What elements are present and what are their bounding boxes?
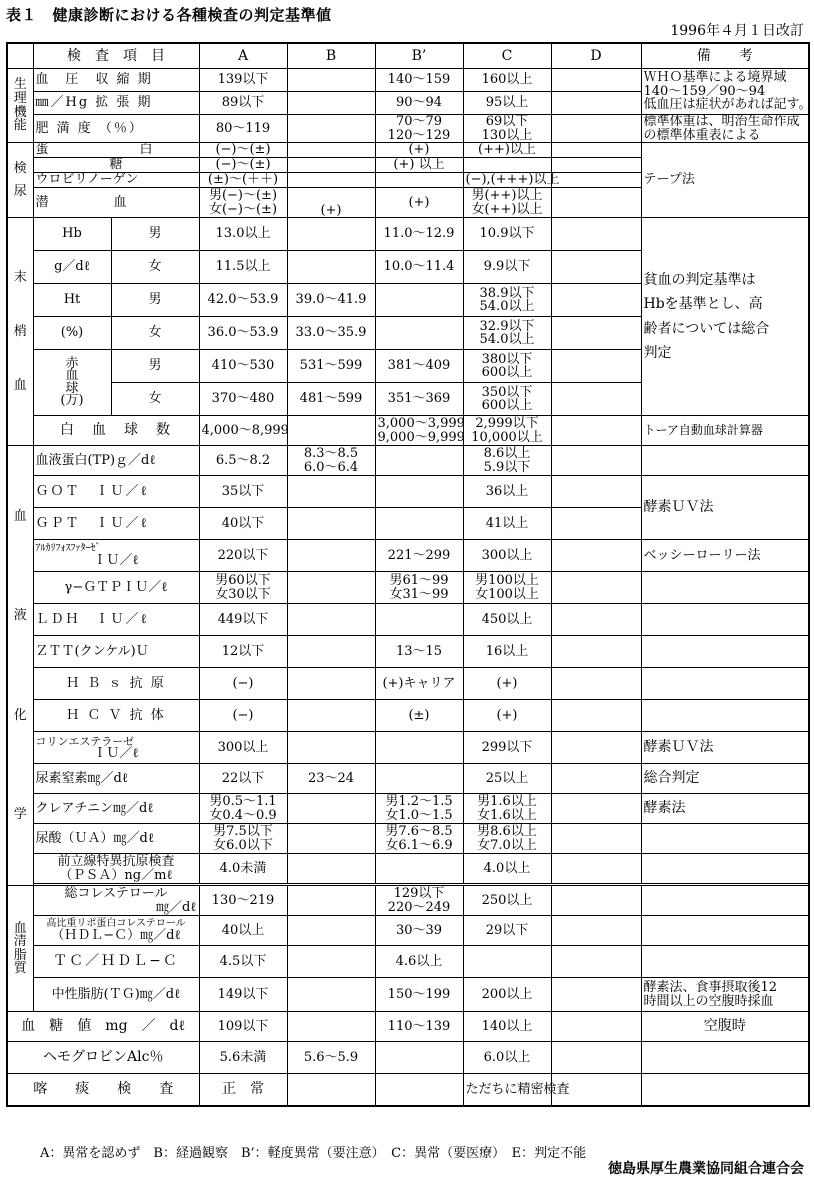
cell: 女 bbox=[111, 383, 199, 416]
table-row bbox=[7, 916, 809, 946]
cell: 男1.6以上 女1.6以上 bbox=[463, 794, 551, 824]
cell: 149以下 bbox=[199, 978, 287, 1012]
label-ztt: ＺＴＴ(クンケル)Ｕ bbox=[33, 636, 199, 668]
cell bbox=[375, 764, 463, 794]
cell: 351～369 bbox=[375, 383, 463, 416]
cell: 男1.2～1.5 女1.0～1.5 bbox=[375, 794, 463, 824]
cell: 481～599 bbox=[287, 383, 375, 416]
cell bbox=[551, 350, 641, 383]
label-alp: ｱﾙｶﾘﾌｫｽﾌｧﾀｰｾﾞ ＩＵ／ℓ bbox=[33, 540, 199, 572]
label-got: ＧＯＴ ＩＵ／ℓ bbox=[33, 476, 199, 508]
cell bbox=[641, 1042, 809, 1074]
label-ldh: ＬＤＨ ＩＵ／ℓ bbox=[33, 604, 199, 636]
section-urine: 検 尿 bbox=[7, 143, 33, 218]
cell bbox=[287, 732, 375, 764]
cell: 4.0未満 bbox=[199, 854, 287, 884]
cell bbox=[551, 636, 641, 668]
cell: ただちに精密検査 bbox=[463, 1074, 551, 1106]
table-row bbox=[7, 1012, 809, 1042]
label-total-cholesterol: 総コレステロール ㎎／dℓ bbox=[33, 886, 199, 916]
cell bbox=[641, 1074, 809, 1106]
note-bessey-lowry: ベッシーローリー法 bbox=[641, 540, 809, 572]
cell bbox=[551, 668, 641, 700]
cell: (+) bbox=[287, 188, 375, 218]
label-ggt: γ−ＧＴＰＩＵ／ℓ bbox=[33, 572, 199, 604]
cell: 3,000～3,999 9,000～9,999 bbox=[375, 416, 463, 446]
label-sputum: 喀 痰 検 査 bbox=[7, 1074, 199, 1106]
header-c: C bbox=[463, 43, 551, 69]
cell: 22以下 bbox=[199, 764, 287, 794]
cell bbox=[641, 668, 809, 700]
cell: (−)～(±) bbox=[199, 143, 287, 158]
cell: 13.0以上 bbox=[199, 218, 287, 251]
cell bbox=[287, 115, 375, 143]
cell: 30～39 bbox=[375, 916, 463, 946]
cell: (−) bbox=[199, 668, 287, 700]
cell: 8.6以上 5.9以下 bbox=[463, 446, 551, 476]
label-ht-unit: (%) bbox=[33, 317, 111, 350]
cell bbox=[287, 1012, 375, 1042]
section-blood-chemistry: 血 液 化 学 bbox=[7, 446, 33, 886]
cell bbox=[551, 416, 641, 446]
cell bbox=[287, 476, 375, 508]
cell: 299以下 bbox=[463, 732, 551, 764]
table-row bbox=[7, 700, 809, 732]
cell: 10.9以下 bbox=[463, 218, 551, 251]
cell bbox=[551, 218, 641, 251]
table-row bbox=[7, 854, 809, 884]
label-uric-acid: 尿酸（ＵＡ）㎎／dℓ bbox=[33, 824, 199, 854]
cell: 男60以下 女30以下 bbox=[199, 572, 287, 604]
cell: 90～94 bbox=[375, 92, 463, 115]
cell: 140～159 bbox=[375, 69, 463, 92]
label-psa: 前立線特異抗原検査 （ＰＳＡ）ng／mℓ bbox=[33, 854, 199, 884]
cell: 32.9以下 54.0以上 bbox=[463, 317, 551, 350]
cell: 36.0～53.9 bbox=[199, 317, 287, 350]
note-obesity: 標準体重は、明治生命作成 の標準体重表による bbox=[641, 115, 809, 143]
cell bbox=[375, 1042, 463, 1074]
cell bbox=[375, 604, 463, 636]
cell bbox=[641, 824, 809, 854]
cell: 男0.5～1.1 女0.4～0.9 bbox=[199, 794, 287, 824]
label-obesity: 肥 満 度 （％） bbox=[33, 115, 199, 143]
cell bbox=[551, 446, 641, 476]
cell bbox=[551, 251, 641, 284]
cell: 4,000～8,999 bbox=[199, 416, 287, 446]
label-tg: 中性脂肪(ＴＧ)㎎／dℓ bbox=[33, 978, 199, 1012]
label-hb-unit: Hb bbox=[33, 218, 111, 251]
cell bbox=[551, 604, 641, 636]
cell: 140以上 bbox=[463, 1012, 551, 1042]
cell: 449以下 bbox=[199, 604, 287, 636]
cell: 5.6～5.9 bbox=[287, 1042, 375, 1074]
cell bbox=[287, 158, 375, 173]
table-row bbox=[7, 668, 809, 700]
cell bbox=[287, 173, 375, 188]
cell: 410～530 bbox=[199, 350, 287, 383]
cell: 220以下 bbox=[199, 540, 287, 572]
cell: 450以上 bbox=[463, 604, 551, 636]
cell bbox=[287, 978, 375, 1012]
section-peripheral-blood: 末 梢 血 bbox=[7, 218, 33, 446]
cell bbox=[375, 284, 463, 317]
cell bbox=[287, 508, 375, 540]
table-row bbox=[7, 416, 809, 446]
cell bbox=[551, 1012, 641, 1042]
section-physiology: 生 理 機 能 bbox=[7, 69, 33, 143]
cell bbox=[287, 794, 375, 824]
cell bbox=[375, 508, 463, 540]
cell bbox=[551, 916, 641, 946]
header-d: D bbox=[551, 43, 641, 69]
cell bbox=[551, 173, 641, 188]
cell bbox=[551, 572, 641, 604]
cell bbox=[287, 416, 375, 446]
cell: 70～79 120～129 bbox=[375, 115, 463, 143]
cell: 男 bbox=[111, 218, 199, 251]
label-ht: Ht bbox=[33, 284, 111, 317]
cell bbox=[551, 1042, 641, 1074]
cell: 9.9以下 bbox=[463, 251, 551, 284]
cell bbox=[551, 946, 641, 978]
table-body bbox=[7, 43, 812, 1106]
header-item: 検 査 項 目 bbox=[33, 43, 199, 69]
cell bbox=[375, 446, 463, 476]
cell: 男100以上 女100以上 bbox=[463, 572, 551, 604]
cell: 80～119 bbox=[199, 115, 287, 143]
header-note: 備 考 bbox=[641, 43, 809, 69]
cell: 男(−)～(±) 女(−)～(±) bbox=[199, 188, 287, 218]
cell: 5.6未満 bbox=[199, 1042, 287, 1074]
cell: 129以下 220～249 bbox=[375, 886, 463, 916]
cell: 42.0～53.9 bbox=[199, 284, 287, 317]
cell: 380以下 600以上 bbox=[463, 350, 551, 383]
cell bbox=[551, 540, 641, 572]
cell bbox=[551, 978, 641, 1012]
label-hcv: Ｈ Ｃ Ｖ 抗 体 bbox=[33, 700, 199, 732]
cell bbox=[551, 886, 641, 916]
cell bbox=[375, 476, 463, 508]
cell: 110～139 bbox=[375, 1012, 463, 1042]
cell: 150～199 bbox=[375, 978, 463, 1012]
table-row bbox=[7, 764, 809, 794]
note-anemia: 貧血の判定基準は Hbを基準とし、高 齢者については総合 判定 bbox=[641, 218, 809, 416]
cell: 男61～99 女31～99 bbox=[375, 572, 463, 604]
cell: 12以下 bbox=[199, 636, 287, 668]
legend: A：異常を認めず B：経過観察 B’：軽度異常（要注意） C：異常（要医療） E：判定不能 bbox=[40, 1146, 587, 1161]
cell bbox=[551, 115, 641, 143]
table-row bbox=[7, 218, 809, 251]
label-wbc: 白 血 球 数 bbox=[33, 416, 199, 446]
label-rbc: 赤 血 球 (万) bbox=[33, 350, 111, 416]
cell bbox=[551, 284, 641, 317]
cell: 男8.6以上 女7.0以上 bbox=[463, 824, 551, 854]
table-title: 表１ 健康診断における各種検査の判定基準値 bbox=[6, 6, 332, 24]
cell: 300以上 bbox=[463, 540, 551, 572]
cell: 正 常 bbox=[199, 1074, 287, 1106]
cell: 160以上 bbox=[463, 69, 551, 92]
cell bbox=[641, 946, 809, 978]
label-sugar: 糖 bbox=[33, 158, 199, 173]
cell bbox=[375, 173, 463, 188]
cell bbox=[551, 317, 641, 350]
cell: (+) bbox=[375, 143, 463, 158]
cell: 39.0～41.9 bbox=[287, 284, 375, 317]
cell bbox=[463, 946, 551, 978]
label-tp: 血液蛋白(TP)ｇ／dℓ bbox=[33, 446, 199, 476]
cell: 11.0～12.9 bbox=[375, 218, 463, 251]
cell bbox=[551, 824, 641, 854]
cell: 16以上 bbox=[463, 636, 551, 668]
cell bbox=[641, 446, 809, 476]
table-row bbox=[7, 1074, 809, 1106]
cell bbox=[287, 700, 375, 732]
cell: 4.5以下 bbox=[199, 946, 287, 978]
table-row bbox=[7, 886, 809, 916]
cell bbox=[287, 143, 375, 158]
cell: 6.0以上 bbox=[463, 1042, 551, 1074]
cell: 130～219 bbox=[199, 886, 287, 916]
cell bbox=[287, 572, 375, 604]
cell: 89以下 bbox=[199, 92, 287, 115]
cell bbox=[551, 383, 641, 416]
cell bbox=[641, 636, 809, 668]
cell bbox=[551, 700, 641, 732]
cell: (−)～(±) bbox=[199, 158, 287, 173]
cell bbox=[551, 158, 641, 173]
note-tg: 酵素法、食事摂取後12 時間以上の空腹時採血 bbox=[641, 978, 809, 1012]
cell: (±)～(＋＋) bbox=[199, 173, 287, 188]
table-row bbox=[7, 978, 809, 1012]
cell bbox=[641, 572, 809, 604]
cell: 女 bbox=[111, 251, 199, 284]
table-row bbox=[7, 446, 809, 476]
cell: 男7.5以下 女6.0以下 bbox=[199, 824, 287, 854]
table-row bbox=[7, 604, 809, 636]
cell: 95以上 bbox=[463, 92, 551, 115]
cell bbox=[551, 854, 641, 884]
cell: (+) bbox=[375, 188, 463, 218]
cell: 8.3～8.5 6.0～6.4 bbox=[287, 446, 375, 476]
cell: 男(++)以上 女(++)以上 bbox=[463, 188, 551, 218]
cell: (−),(+++)以上 bbox=[463, 173, 551, 188]
cell bbox=[641, 604, 809, 636]
cell: 29以下 bbox=[463, 916, 551, 946]
cell bbox=[287, 946, 375, 978]
cell bbox=[551, 143, 641, 158]
cell: 33.0～35.9 bbox=[287, 317, 375, 350]
label-protein: 蛋 白 bbox=[33, 143, 199, 158]
table-row bbox=[7, 794, 809, 824]
cell: 381～409 bbox=[375, 350, 463, 383]
cell: 男7.6～8.5 女6.1～6.9 bbox=[375, 824, 463, 854]
cell bbox=[287, 824, 375, 854]
cell: 41以上 bbox=[463, 508, 551, 540]
cell: 23～24 bbox=[287, 764, 375, 794]
header-row bbox=[7, 43, 809, 69]
cell bbox=[287, 69, 375, 92]
header-b: B bbox=[287, 43, 375, 69]
cell: 531～599 bbox=[287, 350, 375, 383]
table-row bbox=[7, 824, 809, 854]
label-occult-blood: 潜 血 bbox=[33, 188, 199, 218]
label-hbs: Ｈ Ｂ ｓ 抗 原 bbox=[33, 668, 199, 700]
cell bbox=[287, 540, 375, 572]
note-fasting: 空腹時 bbox=[641, 1012, 809, 1042]
cell: 25以上 bbox=[463, 764, 551, 794]
cell: 221～299 bbox=[375, 540, 463, 572]
cell: 250以上 bbox=[463, 886, 551, 916]
cell bbox=[551, 508, 641, 540]
cell bbox=[375, 1074, 463, 1106]
cell: 4.0以上 bbox=[463, 854, 551, 884]
cell: 139以下 bbox=[199, 69, 287, 92]
table-row bbox=[7, 115, 809, 143]
cell: (+) bbox=[463, 700, 551, 732]
label-che: コリンエステラーゼ ＩＵ／ℓ bbox=[33, 732, 199, 764]
cell: (+)キャリア bbox=[375, 668, 463, 700]
table-row bbox=[7, 946, 809, 978]
cell bbox=[551, 92, 641, 115]
cell bbox=[551, 764, 641, 794]
cell: (−) bbox=[199, 700, 287, 732]
cell bbox=[287, 218, 375, 251]
cell bbox=[375, 854, 463, 884]
cell bbox=[375, 317, 463, 350]
cell: 6.5～8.2 bbox=[199, 446, 287, 476]
cell bbox=[287, 92, 375, 115]
cell bbox=[551, 188, 641, 218]
table-row bbox=[7, 143, 809, 158]
cell: (±) bbox=[375, 700, 463, 732]
table-row bbox=[7, 732, 809, 764]
cell bbox=[641, 886, 809, 916]
label-hdl: 高比重リポ蛋白コレステロール （ＨＤＬ−Ｃ）㎎／dℓ bbox=[33, 916, 199, 946]
cell: 35以下 bbox=[199, 476, 287, 508]
cell bbox=[551, 732, 641, 764]
cell: 40以下 bbox=[199, 508, 287, 540]
cell: 13～15 bbox=[375, 636, 463, 668]
cell: (+) 以上 bbox=[375, 158, 463, 173]
label-creatinine: クレアチニン㎎／dℓ bbox=[33, 794, 199, 824]
cell bbox=[287, 854, 375, 884]
section-serum-lipids: 血 清 脂 質 bbox=[7, 886, 33, 1012]
table-row bbox=[7, 476, 809, 508]
label-urobilinogen: ウロビリノーゲン bbox=[33, 173, 199, 188]
cell: 200以上 bbox=[463, 978, 551, 1012]
table-row bbox=[7, 69, 809, 92]
cell: 109以下 bbox=[199, 1012, 287, 1042]
cell: (++)以上 bbox=[463, 143, 551, 158]
cell bbox=[551, 476, 641, 508]
note-enzyme-uv: 酵素ＵＶ法 bbox=[641, 476, 809, 540]
table-row bbox=[7, 540, 809, 572]
label-glucose: 血 糖 値 mg ／ dℓ bbox=[7, 1012, 199, 1042]
note-comprehensive: 総合判定 bbox=[641, 764, 809, 794]
cell: 女 bbox=[111, 317, 199, 350]
label-hba1c: ヘモグロビンAlc％ bbox=[7, 1042, 199, 1074]
cell: 4.6以上 bbox=[375, 946, 463, 978]
cell bbox=[287, 636, 375, 668]
table-row bbox=[7, 636, 809, 668]
cell bbox=[641, 854, 809, 884]
note-bp: ＷＨＯ基準による境界域 140～159／90～94 低血圧は症状があれば記す。 bbox=[641, 69, 809, 115]
cell bbox=[287, 1074, 375, 1106]
cell: (+) bbox=[463, 668, 551, 700]
cell bbox=[375, 732, 463, 764]
cell: 36以上 bbox=[463, 476, 551, 508]
cell bbox=[641, 700, 809, 732]
cell bbox=[641, 916, 809, 946]
cell: 40以上 bbox=[199, 916, 287, 946]
cell bbox=[551, 69, 641, 92]
note-tape: テープ法 bbox=[641, 143, 809, 218]
cell: 10.0～11.4 bbox=[375, 251, 463, 284]
label-bun: 尿素窒素㎎／dℓ bbox=[33, 764, 199, 794]
cell bbox=[287, 886, 375, 916]
cell: 男 bbox=[111, 284, 199, 317]
organization: 徳島県厚生農業協同組合連合会 bbox=[608, 1161, 804, 1177]
cell: 38.9以下 54.0以上 bbox=[463, 284, 551, 317]
cell bbox=[287, 916, 375, 946]
cell: 2,999以下 10,000以上 bbox=[463, 416, 551, 446]
note-enzyme: 酵素法 bbox=[641, 794, 809, 824]
label-hb-unit: g／dℓ bbox=[33, 251, 111, 284]
cell bbox=[287, 668, 375, 700]
table-row bbox=[7, 1042, 809, 1074]
label-bp-diastolic: ㎜／Hg 拡 張 期 bbox=[33, 92, 199, 115]
cell: 男 bbox=[111, 350, 199, 383]
note-wbc: トーア自動血球計算器 bbox=[641, 416, 809, 446]
cell: 300以上 bbox=[199, 732, 287, 764]
label-gpt: ＧＰＴ ＩＵ／ℓ bbox=[33, 508, 199, 540]
label-tc-hdl: ＴＣ／ＨＤＬ−Ｃ bbox=[33, 946, 199, 978]
note-enzyme-uv-2: 酵素ＵＶ法 bbox=[641, 732, 809, 764]
cell bbox=[551, 794, 641, 824]
table-row bbox=[7, 572, 809, 604]
header-corner bbox=[7, 43, 33, 69]
header-a: A bbox=[199, 43, 287, 69]
cell bbox=[463, 158, 551, 173]
cell bbox=[287, 251, 375, 284]
revision-date: 1996年４月１日改訂 bbox=[670, 23, 804, 39]
criteria-table bbox=[6, 42, 810, 1107]
cell: 69以下 130以上 bbox=[463, 115, 551, 143]
label-bp-systolic: 血 圧 収 縮 期 bbox=[33, 69, 199, 92]
cell: 370～480 bbox=[199, 383, 287, 416]
header-b-prime: B’ bbox=[375, 43, 463, 69]
cell: 11.5以上 bbox=[199, 251, 287, 284]
cell bbox=[287, 604, 375, 636]
cell: 350以下 600以上 bbox=[463, 383, 551, 416]
